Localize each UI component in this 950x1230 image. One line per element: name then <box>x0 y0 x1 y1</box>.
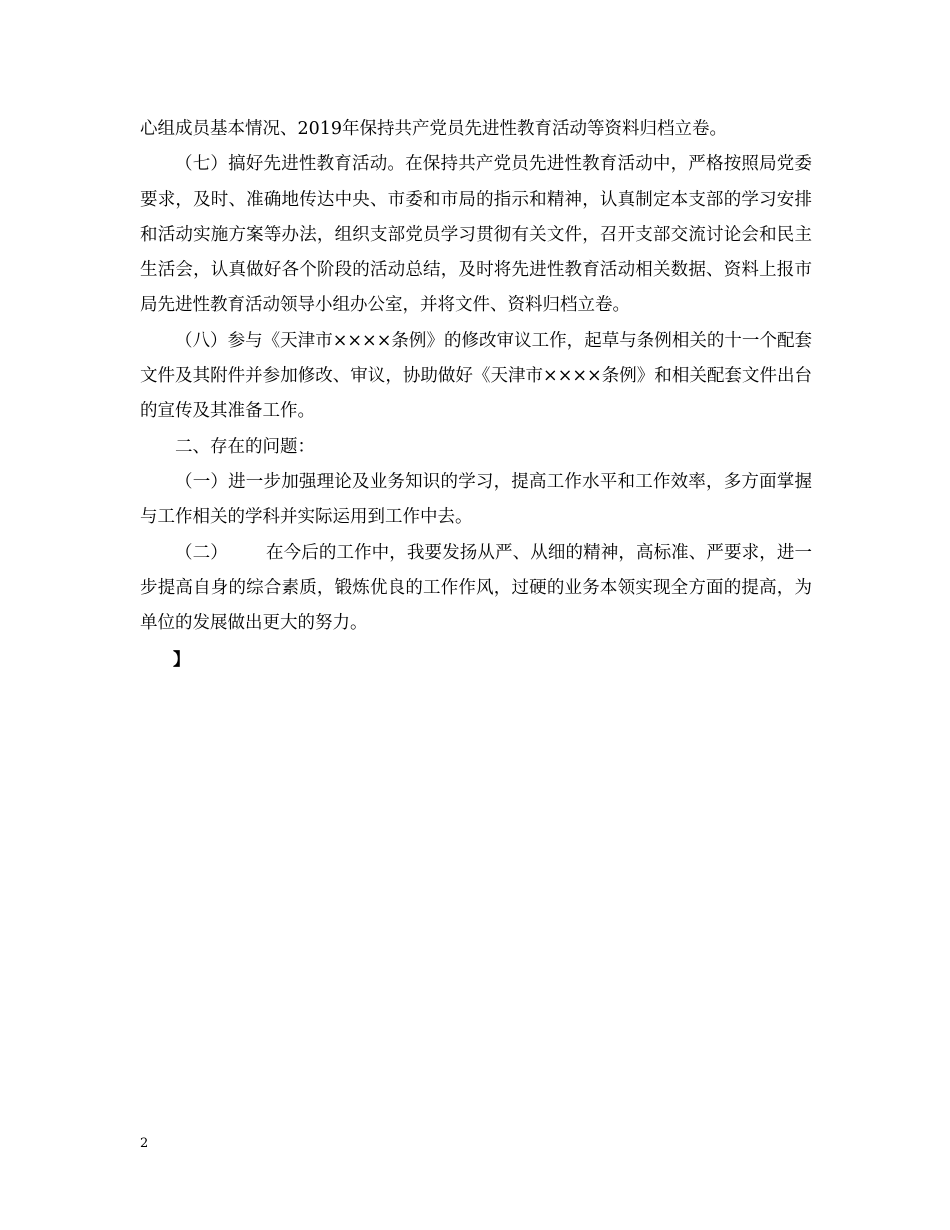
paragraph-problem-1: （一）进一步加强理论及业务知识的学习，提高工作水平和工作效率，多方面掌握与工作相关的学科并实际运用到工作中去。 <box>140 471 812 528</box>
paragraph-problem-2 <box>140 536 812 642</box>
section-heading-problems: 二、存在的问题： <box>175 436 315 457</box>
problem-2-text: 在今后的工作中，我要发扬从严、从细的精神，高标准、严要求，进一步提高自身的综合素质，锻炼优良的工作作风，过硬的业务本领实现全方面的提高，为单位的发展做出更大的努力。 <box>140 542 813 634</box>
page-number: 2 <box>140 1136 149 1151</box>
closing-bracket-mark: 】 <box>173 650 190 670</box>
problem-2-label: （二） <box>175 542 228 563</box>
paragraph-item-7: （七）搞好先进性教育活动。在保持共产党员先进性教育活动中，严格按照局党委要求，及时、准确地传达中央、市委和市局的指示和精神，认真制定本支部的学习安排和活动实施方案等办法，组织支部党员学习贯彻有关文件，召开支部交流讨论会和民主生活会，认真做好各个阶段的活动总结，及时将先进性教育活动相关数据、资料上报市局先进性教育活动领导小组办公室，并将文件、资料归档立卷。 <box>140 154 812 316</box>
document-body <box>140 112 812 641</box>
paragraph-item-8: （八）参与《天津市××××条例》的修改审议工作，起草与条例相关的十一个配套文件及其附件并参加修改、审议，协助做好《天津市××××条例》和相关配套文件出台的宣传及其准备工作。 <box>140 330 812 422</box>
paragraph-continuation: 心组成员基本情况、2019年保持共产党员先进性教育活动等资料归档立卷。 <box>140 119 728 139</box>
